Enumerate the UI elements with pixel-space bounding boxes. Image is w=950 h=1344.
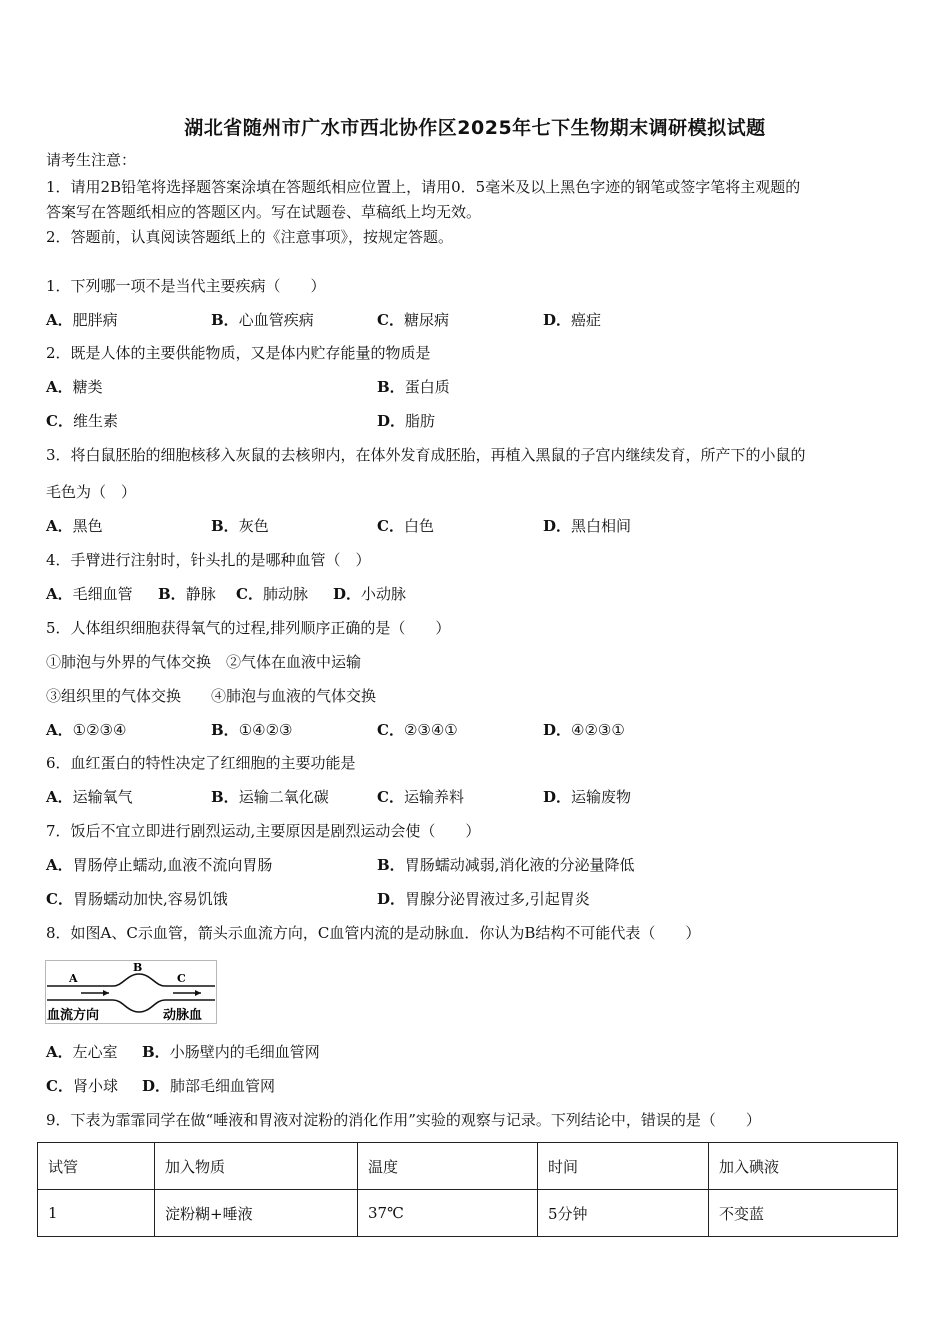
q6-option-a[interactable]: A．运输氧气 <box>46 788 133 806</box>
q3-option-d[interactable]: D．黑白相间 <box>543 517 632 535</box>
q2-stem: 2．既是人体的主要供能物质，又是体内贮存能量的物质是 <box>46 344 431 362</box>
q5-option-b[interactable]: B．①④②③ <box>211 721 293 739</box>
q7-stem: 7．饭后不宜立即进行剧烈运动,主要原因是剧烈运动会使（ ） <box>46 822 481 840</box>
q2-option-d[interactable]: D．脂肪 <box>377 412 436 430</box>
q4-stem: 4．手臂进行注射时，针头扎的是哪种血管（ ） <box>46 551 371 569</box>
q5-option-a[interactable]: A．①②③④ <box>46 721 127 739</box>
q7-option-a[interactable]: A．胃肠停止蠕动,血液不流向胃肠 <box>46 856 273 874</box>
table-cell: 淀粉糊+唾液 <box>155 1190 358 1237</box>
q3-option-c[interactable]: C．白色 <box>377 517 434 535</box>
header-cell: 温度 <box>358 1143 538 1190</box>
label-b: B <box>133 961 143 974</box>
q6-option-d[interactable]: D．运输废物 <box>543 788 632 806</box>
q4-option-d[interactable]: D．小动脉 <box>333 585 407 603</box>
notice-line-1: 1．请用2B铅笔将选择题答案涂填在答题纸相应位置上，请用0．5毫米及以上黑色字迹的钢笔或签字笔将主观题的 <box>46 178 801 196</box>
q5-items-2: ③组织里的气体交换 ④肺泡与血液的气体交换 <box>46 687 377 705</box>
q1-option-c[interactable]: C．糖尿病 <box>377 311 449 329</box>
experiment-table <box>37 1142 898 1237</box>
q1-stem: 1．下列哪一项不是当代主要疾病（ ） <box>46 277 326 295</box>
table-row <box>38 1190 898 1237</box>
q2-option-a[interactable]: A．糖类 <box>46 378 103 396</box>
header-cell: 加入物质 <box>155 1143 358 1190</box>
notice-line-2: 答案写在答题纸相应的答题区内。写在试题卷、草稿纸上均无效。 <box>46 203 482 221</box>
q1-option-b[interactable]: B．心血管疾病 <box>211 311 314 329</box>
q8-option-c[interactable]: C．肾小球 <box>46 1077 118 1095</box>
label-a: A <box>69 972 78 985</box>
q3-option-a[interactable]: A．黑色 <box>46 517 103 535</box>
q9-stem: 9．下表为霏霏同学在做“唾液和胃液对淀粉的消化作用”实验的观察与记录。下列结论中，错误的是（ ） <box>46 1111 761 1129</box>
q8-stem: 8．如图A、C示血管，箭头示血流方向，C血管内流的是动脉血．你认为B结构不可能代表（ ） <box>46 924 701 942</box>
q2-option-c[interactable]: C．维生素 <box>46 412 118 430</box>
table-cell: 不变蓝 <box>709 1190 898 1237</box>
q6-option-b[interactable]: B．运输二氧化碳 <box>211 788 329 806</box>
label-c: C <box>177 972 186 985</box>
notice-line-3: 2．答题前，认真阅读答题纸上的《注意事项》，按规定答题。 <box>46 228 454 246</box>
q5-stem: 5．人体组织细胞获得氧气的过程,排列顺序正确的是（ ） <box>46 619 451 637</box>
q6-stem: 6．血红蛋白的特性决定了红细胞的主要功能是 <box>46 754 356 772</box>
q8-option-a[interactable]: A．左心室 <box>46 1043 118 1061</box>
q3-stem-continued: 毛色为（ ） <box>46 483 137 501</box>
q1-option-a[interactable]: A．肥胖病 <box>46 311 118 329</box>
q2-option-b[interactable]: B．蛋白质 <box>377 378 450 396</box>
caption-arterial-blood: 动脉血 <box>163 1008 203 1023</box>
q5-option-c[interactable]: C．②③④① <box>377 721 458 739</box>
table-header-row <box>38 1143 898 1190</box>
q5-items-1: ①肺泡与外界的气体交换 ②气体在血液中运输 <box>46 653 362 671</box>
q8-option-d[interactable]: D．肺部毛细血管网 <box>142 1077 276 1095</box>
q5-option-d[interactable]: D．④②③① <box>543 721 625 739</box>
notice-heading: 请考生注意： <box>46 151 137 169</box>
page-title: 湖北省随州市广水市西北协作区2025年七下生物期末调研模拟试题 <box>184 117 766 139</box>
header-cell: 试管 <box>38 1143 155 1190</box>
q4-option-b[interactable]: B．静脉 <box>158 585 216 603</box>
header-cell: 时间 <box>538 1143 709 1190</box>
q3-option-b[interactable]: B．灰色 <box>211 517 269 535</box>
q6-option-c[interactable]: C．运输养料 <box>377 788 464 806</box>
caption-flow-direction: 血流方向 <box>47 1008 100 1023</box>
q7-option-c[interactable]: C．胃肠蠕动加快,容易饥饿 <box>46 890 228 908</box>
q1-option-d[interactable]: D．癌症 <box>543 311 602 329</box>
blood-vessel-diagram <box>45 960 217 1024</box>
q3-stem: 3．将白鼠胚胎的细胞核移入灰鼠的去核卵内，在体外发育成胚胎，再植入黑鼠的子宫内继续发育，所产下的小鼠的 <box>46 446 806 464</box>
q7-option-d[interactable]: D．胃腺分泌胃液过多,引起胃炎 <box>377 890 590 908</box>
q7-option-b[interactable]: B．胃肠蠕动减弱,消化液的分泌量降低 <box>377 856 635 874</box>
table-cell: 5分钟 <box>538 1190 709 1237</box>
q4-option-c[interactable]: C．肺动脉 <box>236 585 308 603</box>
table-cell: 37℃ <box>358 1190 538 1237</box>
table-cell: 1 <box>38 1190 155 1237</box>
q8-option-b[interactable]: B．小肠壁内的毛细血管网 <box>142 1043 320 1061</box>
q4-option-a[interactable]: A．毛细血管 <box>46 585 133 603</box>
header-cell: 加入碘液 <box>709 1143 898 1190</box>
